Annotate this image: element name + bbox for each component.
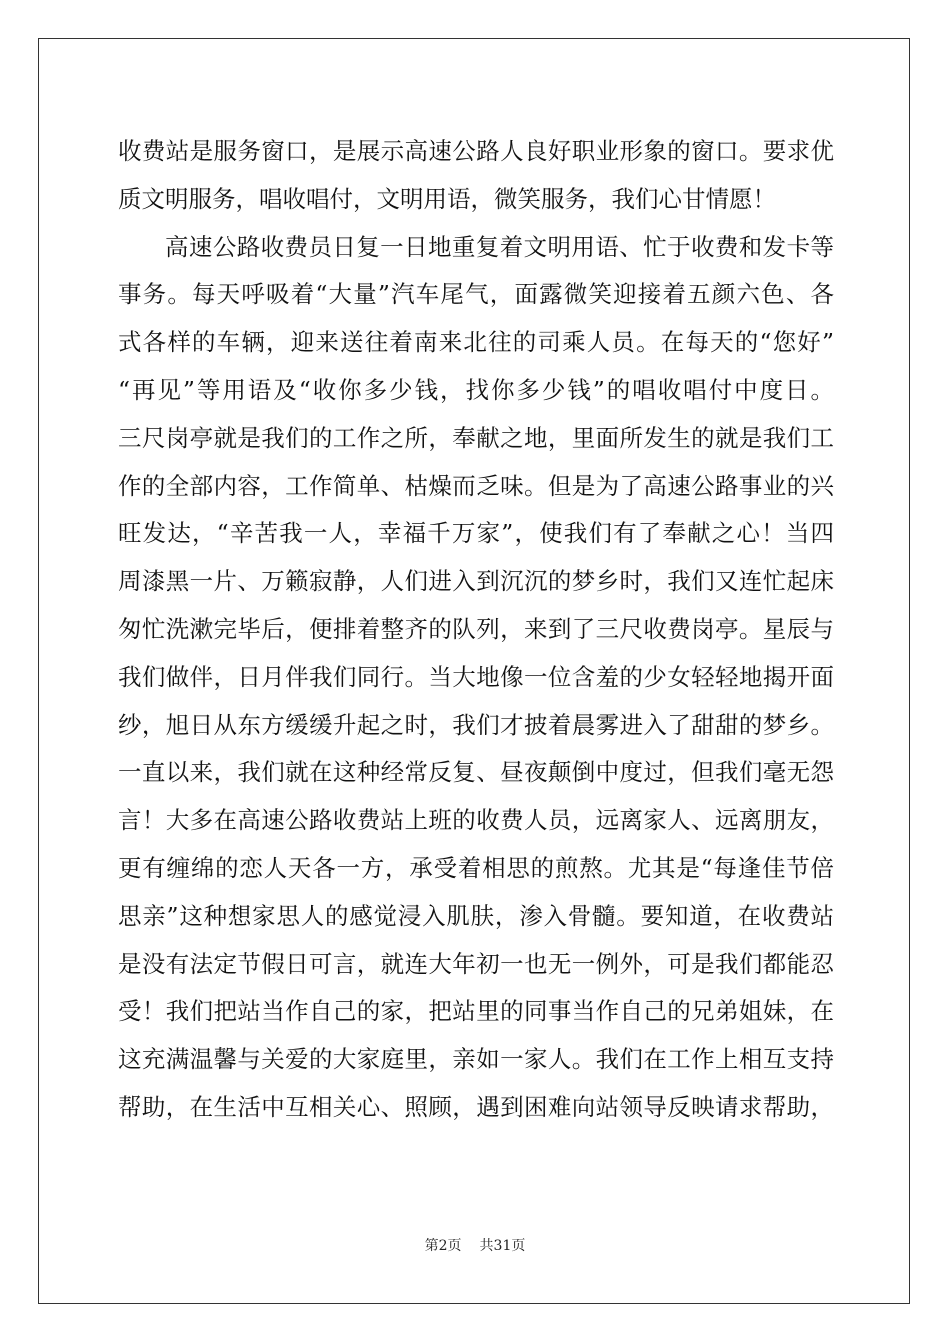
text-line: 作的全部内容，工作简单、枯燥而乏味。但是为了高速公路事业的兴 [118, 471, 834, 500]
text-line-indent: 高速公路收费员日复一日地重复着文明用语、忙于收费和发卡等 [165, 232, 834, 261]
text-line: 受！我们把站当作自己的家，把站里的同事当作自己的兄弟姐妹，在 [118, 997, 834, 1026]
text-line: 帮助，在生活中互相关心、照顾，遇到困难向站领导反映请求帮助， [118, 1092, 834, 1121]
text-line: 纱，旭日从东方缓缓升起之时，我们才披着晨雾进入了甜甜的梦乡。 [118, 710, 834, 739]
text-line: 这充满温馨与关爱的大家庭里，亲如一家人。我们在工作上相互支持 [118, 1045, 834, 1074]
text-line: 匆忙洗漱完毕后，便排着整齐的队列，来到了三尺收费岗亭。星辰与 [118, 614, 834, 643]
text-line: 式各样的车辆，迎来送往着南来北往的司乘人员。在每天的“您好” [118, 328, 834, 357]
text-line: 周漆黑一片、万籁寂静，人们进入到沉沉的梦乡时，我们又连忙起床 [118, 567, 834, 596]
text-line: 言！大多在高速公路收费站上班的收费人员，远离家人、远离朋友， [118, 806, 834, 835]
text-line: 旺发达，“辛苦我一人，幸福千万家”，使我们有了奉献之心！当四 [118, 519, 834, 548]
text-line: 我们做伴，日月伴我们同行。当大地像一位含羞的少女轻轻地揭开面 [118, 662, 834, 691]
text-line: 一直以来，我们就在这种经常反复、昼夜颠倒中度过，但我们毫无怨 [118, 758, 834, 787]
text-line: “再见”等用语及“收你多少钱，找你多少钱”的唱收唱付中度日。 [118, 375, 834, 404]
text-line: 三尺岗亭就是我们的工作之所，奉献之地，里面所发生的就是我们工 [118, 423, 834, 452]
text-line: 是没有法定节假日可言，就连大年初一也无一例外，可是我们都能忍 [118, 949, 834, 978]
text-line: 更有缠绵的恋人天各一方，承受着相思的煎熬。尤其是“每逢佳节倍 [118, 853, 834, 882]
page-footer [0, 1235, 950, 1255]
text-line: 质文明服务，唱收唱付，文明用语，微笑服务，我们心甘情愿！ [118, 184, 776, 213]
text-line: 事务。每天呼吸着“大量”汽车尾气，面露微笑迎接着五颜六色、各 [118, 280, 834, 309]
document-body [118, 128, 834, 1132]
text-line: 思亲”这种想家思人的感觉浸入肌肤，渗入骨髓。要知道，在收费站 [118, 901, 834, 930]
page-number: 第2页 [424, 1238, 462, 1254]
text-line: 收费站是服务窗口，是展示高速公路人良好职业形象的窗口。要求优 [118, 137, 834, 165]
page-total: 共31页 [479, 1238, 526, 1254]
